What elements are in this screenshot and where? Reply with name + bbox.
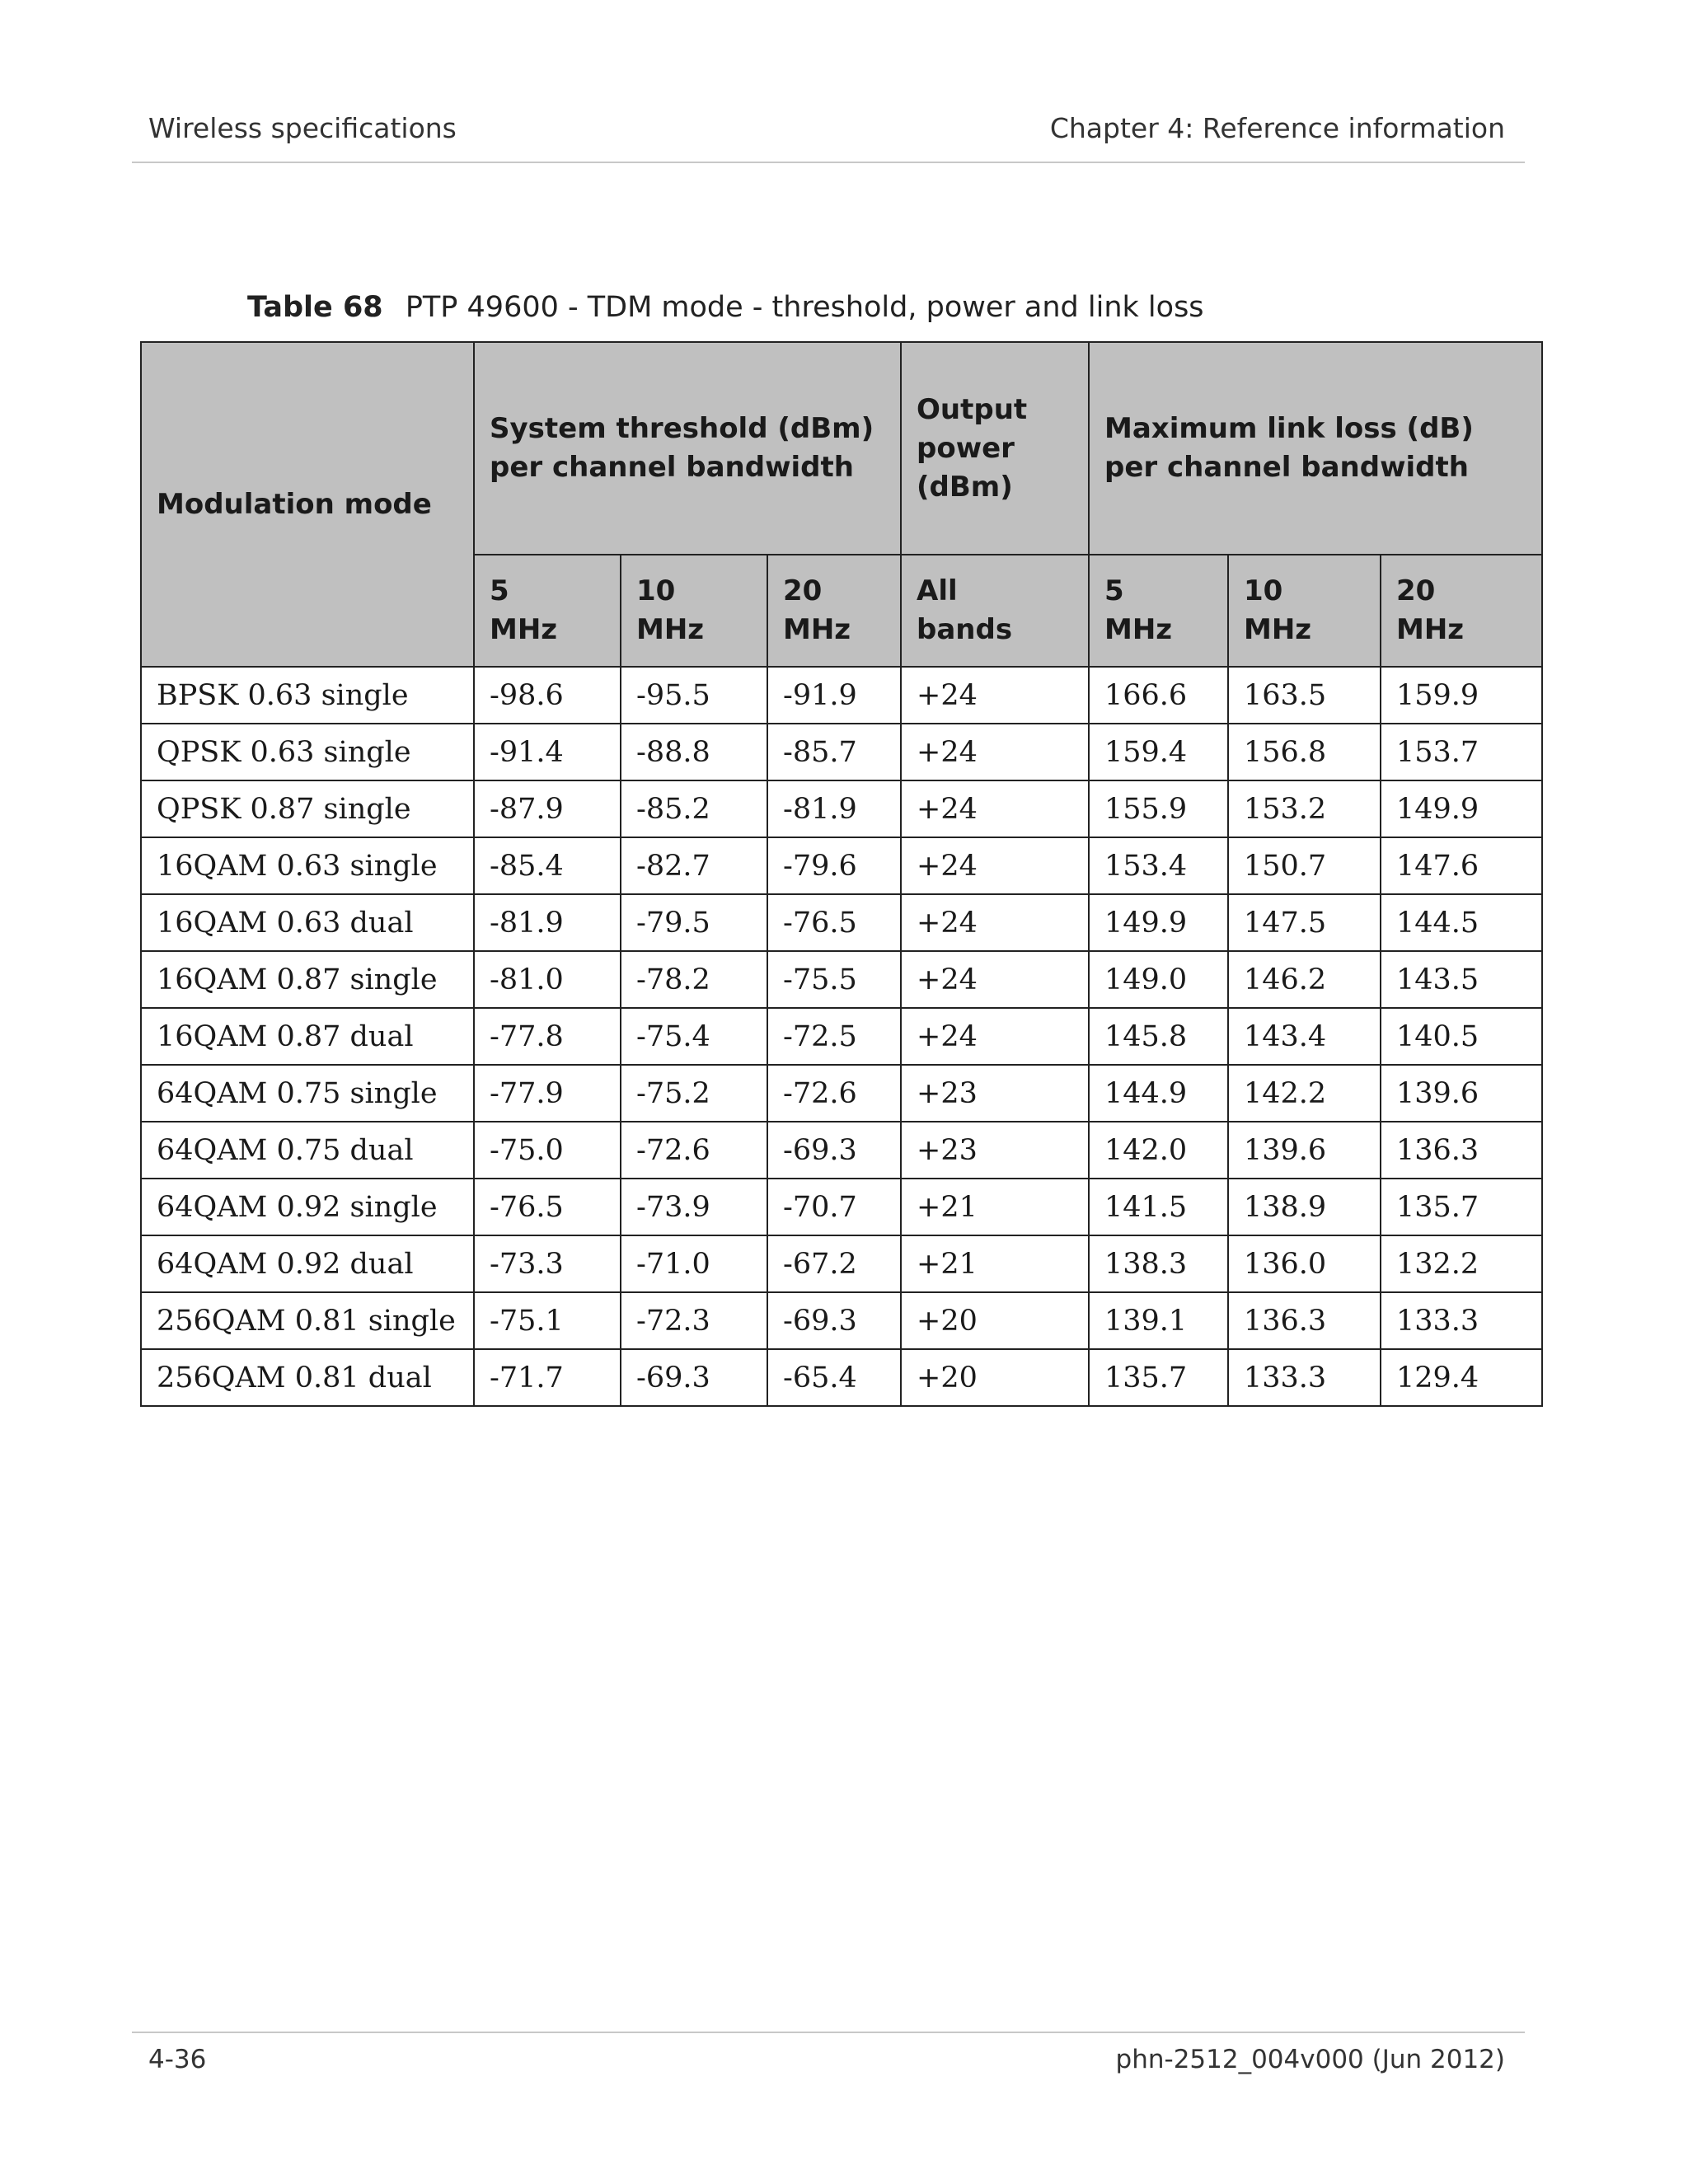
- cell-threshold-5mhz: -85.4: [474, 837, 621, 894]
- cell-output-power: +24: [901, 951, 1089, 1008]
- subheader-linkloss-5mhz: 5 MHz: [1089, 555, 1228, 667]
- table-row: [141, 1349, 1542, 1406]
- cell-linkloss-10mhz: 138.9: [1228, 1179, 1381, 1235]
- cell-threshold-5mhz: -91.4: [474, 724, 621, 780]
- cell-output-power: +24: [901, 894, 1089, 951]
- cell-threshold-5mhz: -81.9: [474, 894, 621, 951]
- cell-modulation-mode: 256QAM 0.81 dual: [141, 1349, 474, 1406]
- header-output-power: Output power (dBm): [901, 342, 1089, 555]
- cell-threshold-5mhz: -87.9: [474, 780, 621, 837]
- document-id: phn-2512_004v000 (Jun 2012): [1115, 2045, 1505, 2074]
- footer-divider: [132, 2032, 1525, 2033]
- cell-threshold-20mhz: -72.6: [767, 1065, 901, 1122]
- cell-output-power: +20: [901, 1292, 1089, 1349]
- table-row: [141, 1235, 1542, 1292]
- header-max-link-loss: Maximum link loss (dB) per channel bandwidth: [1089, 342, 1542, 555]
- cell-threshold-10mhz: -69.3: [621, 1349, 767, 1406]
- cell-output-power: +21: [901, 1235, 1089, 1292]
- cell-output-power: +24: [901, 667, 1089, 724]
- cell-modulation-mode: 16QAM 0.63 single: [141, 837, 474, 894]
- cell-threshold-10mhz: -72.6: [621, 1122, 767, 1179]
- cell-linkloss-20mhz: 136.3: [1381, 1122, 1542, 1179]
- cell-threshold-5mhz: -77.9: [474, 1065, 621, 1122]
- spec-table: [140, 341, 1543, 1407]
- cell-linkloss-20mhz: 153.7: [1381, 724, 1542, 780]
- cell-linkloss-10mhz: 153.2: [1228, 780, 1381, 837]
- cell-threshold-5mhz: -98.6: [474, 667, 621, 724]
- cell-linkloss-20mhz: 135.7: [1381, 1179, 1542, 1235]
- cell-linkloss-20mhz: 159.9: [1381, 667, 1542, 724]
- cell-modulation-mode: BPSK 0.63 single: [141, 667, 474, 724]
- subheader-threshold-5mhz: 5 MHz: [474, 555, 621, 667]
- page-number: 4-36: [148, 2045, 207, 2074]
- cell-threshold-5mhz: -75.0: [474, 1122, 621, 1179]
- header-row-main: [141, 342, 1542, 555]
- cell-linkloss-5mhz: 141.5: [1089, 1179, 1228, 1235]
- cell-linkloss-10mhz: 147.5: [1228, 894, 1381, 951]
- cell-threshold-20mhz: -91.9: [767, 667, 901, 724]
- cell-threshold-10mhz: -78.2: [621, 951, 767, 1008]
- cell-linkloss-5mhz: 149.9: [1089, 894, 1228, 951]
- cell-output-power: +24: [901, 1008, 1089, 1065]
- cell-threshold-20mhz: -75.5: [767, 951, 901, 1008]
- cell-threshold-10mhz: -71.0: [621, 1235, 767, 1292]
- subheader-linkloss-10mhz: 10 MHz: [1228, 555, 1381, 667]
- cell-linkloss-5mhz: 166.6: [1089, 667, 1228, 724]
- cell-modulation-mode: 16QAM 0.63 dual: [141, 894, 474, 951]
- cell-threshold-5mhz: -77.8: [474, 1008, 621, 1065]
- table-row: [141, 724, 1542, 780]
- header-chapter-title: Chapter 4: Reference information: [1049, 112, 1505, 144]
- cell-threshold-10mhz: -75.4: [621, 1008, 767, 1065]
- table-row: [141, 951, 1542, 1008]
- cell-linkloss-5mhz: 149.0: [1089, 951, 1228, 1008]
- cell-linkloss-5mhz: 145.8: [1089, 1008, 1228, 1065]
- cell-linkloss-20mhz: 147.6: [1381, 837, 1542, 894]
- cell-modulation-mode: 64QAM 0.75 single: [141, 1065, 474, 1122]
- cell-threshold-5mhz: -71.7: [474, 1349, 621, 1406]
- cell-linkloss-5mhz: 139.1: [1089, 1292, 1228, 1349]
- cell-threshold-20mhz: -67.2: [767, 1235, 901, 1292]
- cell-output-power: +24: [901, 780, 1089, 837]
- cell-linkloss-10mhz: 136.0: [1228, 1235, 1381, 1292]
- cell-linkloss-5mhz: 138.3: [1089, 1235, 1228, 1292]
- cell-linkloss-10mhz: 150.7: [1228, 837, 1381, 894]
- cell-linkloss-20mhz: 133.3: [1381, 1292, 1542, 1349]
- cell-linkloss-20mhz: 132.2: [1381, 1235, 1542, 1292]
- cell-threshold-10mhz: -88.8: [621, 724, 767, 780]
- cell-threshold-20mhz: -79.6: [767, 837, 901, 894]
- cell-modulation-mode: 64QAM 0.92 single: [141, 1179, 474, 1235]
- cell-linkloss-10mhz: 139.6: [1228, 1122, 1381, 1179]
- cell-modulation-mode: 256QAM 0.81 single: [141, 1292, 474, 1349]
- cell-output-power: +21: [901, 1179, 1089, 1235]
- cell-linkloss-20mhz: 144.5: [1381, 894, 1542, 951]
- cell-linkloss-20mhz: 143.5: [1381, 951, 1542, 1008]
- table-row: [141, 894, 1542, 951]
- cell-output-power: +24: [901, 724, 1089, 780]
- cell-linkloss-10mhz: 136.3: [1228, 1292, 1381, 1349]
- cell-output-power: +23: [901, 1065, 1089, 1122]
- cell-linkloss-20mhz: 139.6: [1381, 1065, 1542, 1122]
- cell-linkloss-10mhz: 143.4: [1228, 1008, 1381, 1065]
- cell-threshold-5mhz: -75.1: [474, 1292, 621, 1349]
- cell-threshold-20mhz: -69.3: [767, 1122, 901, 1179]
- cell-threshold-20mhz: -72.5: [767, 1008, 901, 1065]
- table-row: [141, 1122, 1542, 1179]
- cell-threshold-10mhz: -72.3: [621, 1292, 767, 1349]
- cell-modulation-mode: 16QAM 0.87 single: [141, 951, 474, 1008]
- cell-threshold-10mhz: -73.9: [621, 1179, 767, 1235]
- cell-threshold-20mhz: -65.4: [767, 1349, 901, 1406]
- cell-threshold-20mhz: -76.5: [767, 894, 901, 951]
- header-system-threshold: System threshold (dBm) per channel bandwidth: [474, 342, 901, 555]
- subheader-output-all-bands: All bands: [901, 555, 1089, 667]
- table-row: [141, 780, 1542, 837]
- table-body: [141, 667, 1542, 1406]
- cell-threshold-10mhz: -82.7: [621, 837, 767, 894]
- cell-threshold-20mhz: -85.7: [767, 724, 901, 780]
- cell-linkloss-10mhz: 163.5: [1228, 667, 1381, 724]
- cell-threshold-5mhz: -76.5: [474, 1179, 621, 1235]
- cell-linkloss-10mhz: 146.2: [1228, 951, 1381, 1008]
- table-row: [141, 837, 1542, 894]
- cell-linkloss-10mhz: 142.2: [1228, 1065, 1381, 1122]
- cell-threshold-10mhz: -75.2: [621, 1065, 767, 1122]
- cell-threshold-10mhz: -79.5: [621, 894, 767, 951]
- cell-modulation-mode: 16QAM 0.87 dual: [141, 1008, 474, 1065]
- cell-output-power: +20: [901, 1349, 1089, 1406]
- cell-linkloss-5mhz: 153.4: [1089, 837, 1228, 894]
- cell-linkloss-10mhz: 133.3: [1228, 1349, 1381, 1406]
- header-divider: [132, 162, 1525, 163]
- cell-output-power: +24: [901, 837, 1089, 894]
- table-row: [141, 1292, 1542, 1349]
- subheader-threshold-10mhz: 10 MHz: [621, 555, 767, 667]
- cell-threshold-5mhz: -81.0: [474, 951, 621, 1008]
- header-modulation-mode: Modulation mode: [141, 342, 474, 667]
- table-row: [141, 1065, 1542, 1122]
- cell-threshold-10mhz: -85.2: [621, 780, 767, 837]
- table-row: [141, 667, 1542, 724]
- cell-linkloss-5mhz: 155.9: [1089, 780, 1228, 837]
- cell-threshold-20mhz: -70.7: [767, 1179, 901, 1235]
- table-title: PTP 49600 - TDM mode - threshold, power and link loss: [405, 291, 1204, 324]
- cell-modulation-mode: 64QAM 0.92 dual: [141, 1235, 474, 1292]
- cell-threshold-5mhz: -73.3: [474, 1235, 621, 1292]
- cell-modulation-mode: 64QAM 0.75 dual: [141, 1122, 474, 1179]
- cell-threshold-10mhz: -95.5: [621, 667, 767, 724]
- cell-linkloss-20mhz: 140.5: [1381, 1008, 1542, 1065]
- header-section-title: Wireless specifications: [148, 112, 457, 144]
- cell-linkloss-20mhz: 149.9: [1381, 780, 1542, 837]
- cell-linkloss-5mhz: 159.4: [1089, 724, 1228, 780]
- cell-linkloss-20mhz: 129.4: [1381, 1349, 1542, 1406]
- cell-linkloss-5mhz: 144.9: [1089, 1065, 1228, 1122]
- subheader-linkloss-20mhz: 20 MHz: [1381, 555, 1542, 667]
- table-row: [141, 1179, 1542, 1235]
- cell-modulation-mode: QPSK 0.63 single: [141, 724, 474, 780]
- cell-linkloss-5mhz: 135.7: [1089, 1349, 1228, 1406]
- cell-threshold-20mhz: -81.9: [767, 780, 901, 837]
- cell-threshold-20mhz: -69.3: [767, 1292, 901, 1349]
- cell-linkloss-5mhz: 142.0: [1089, 1122, 1228, 1179]
- cell-linkloss-10mhz: 156.8: [1228, 724, 1381, 780]
- table-caption: [247, 291, 1204, 324]
- cell-modulation-mode: QPSK 0.87 single: [141, 780, 474, 837]
- cell-output-power: +23: [901, 1122, 1089, 1179]
- table-number: Table 68: [247, 291, 383, 324]
- table-row: [141, 1008, 1542, 1065]
- subheader-threshold-20mhz: 20 MHz: [767, 555, 901, 667]
